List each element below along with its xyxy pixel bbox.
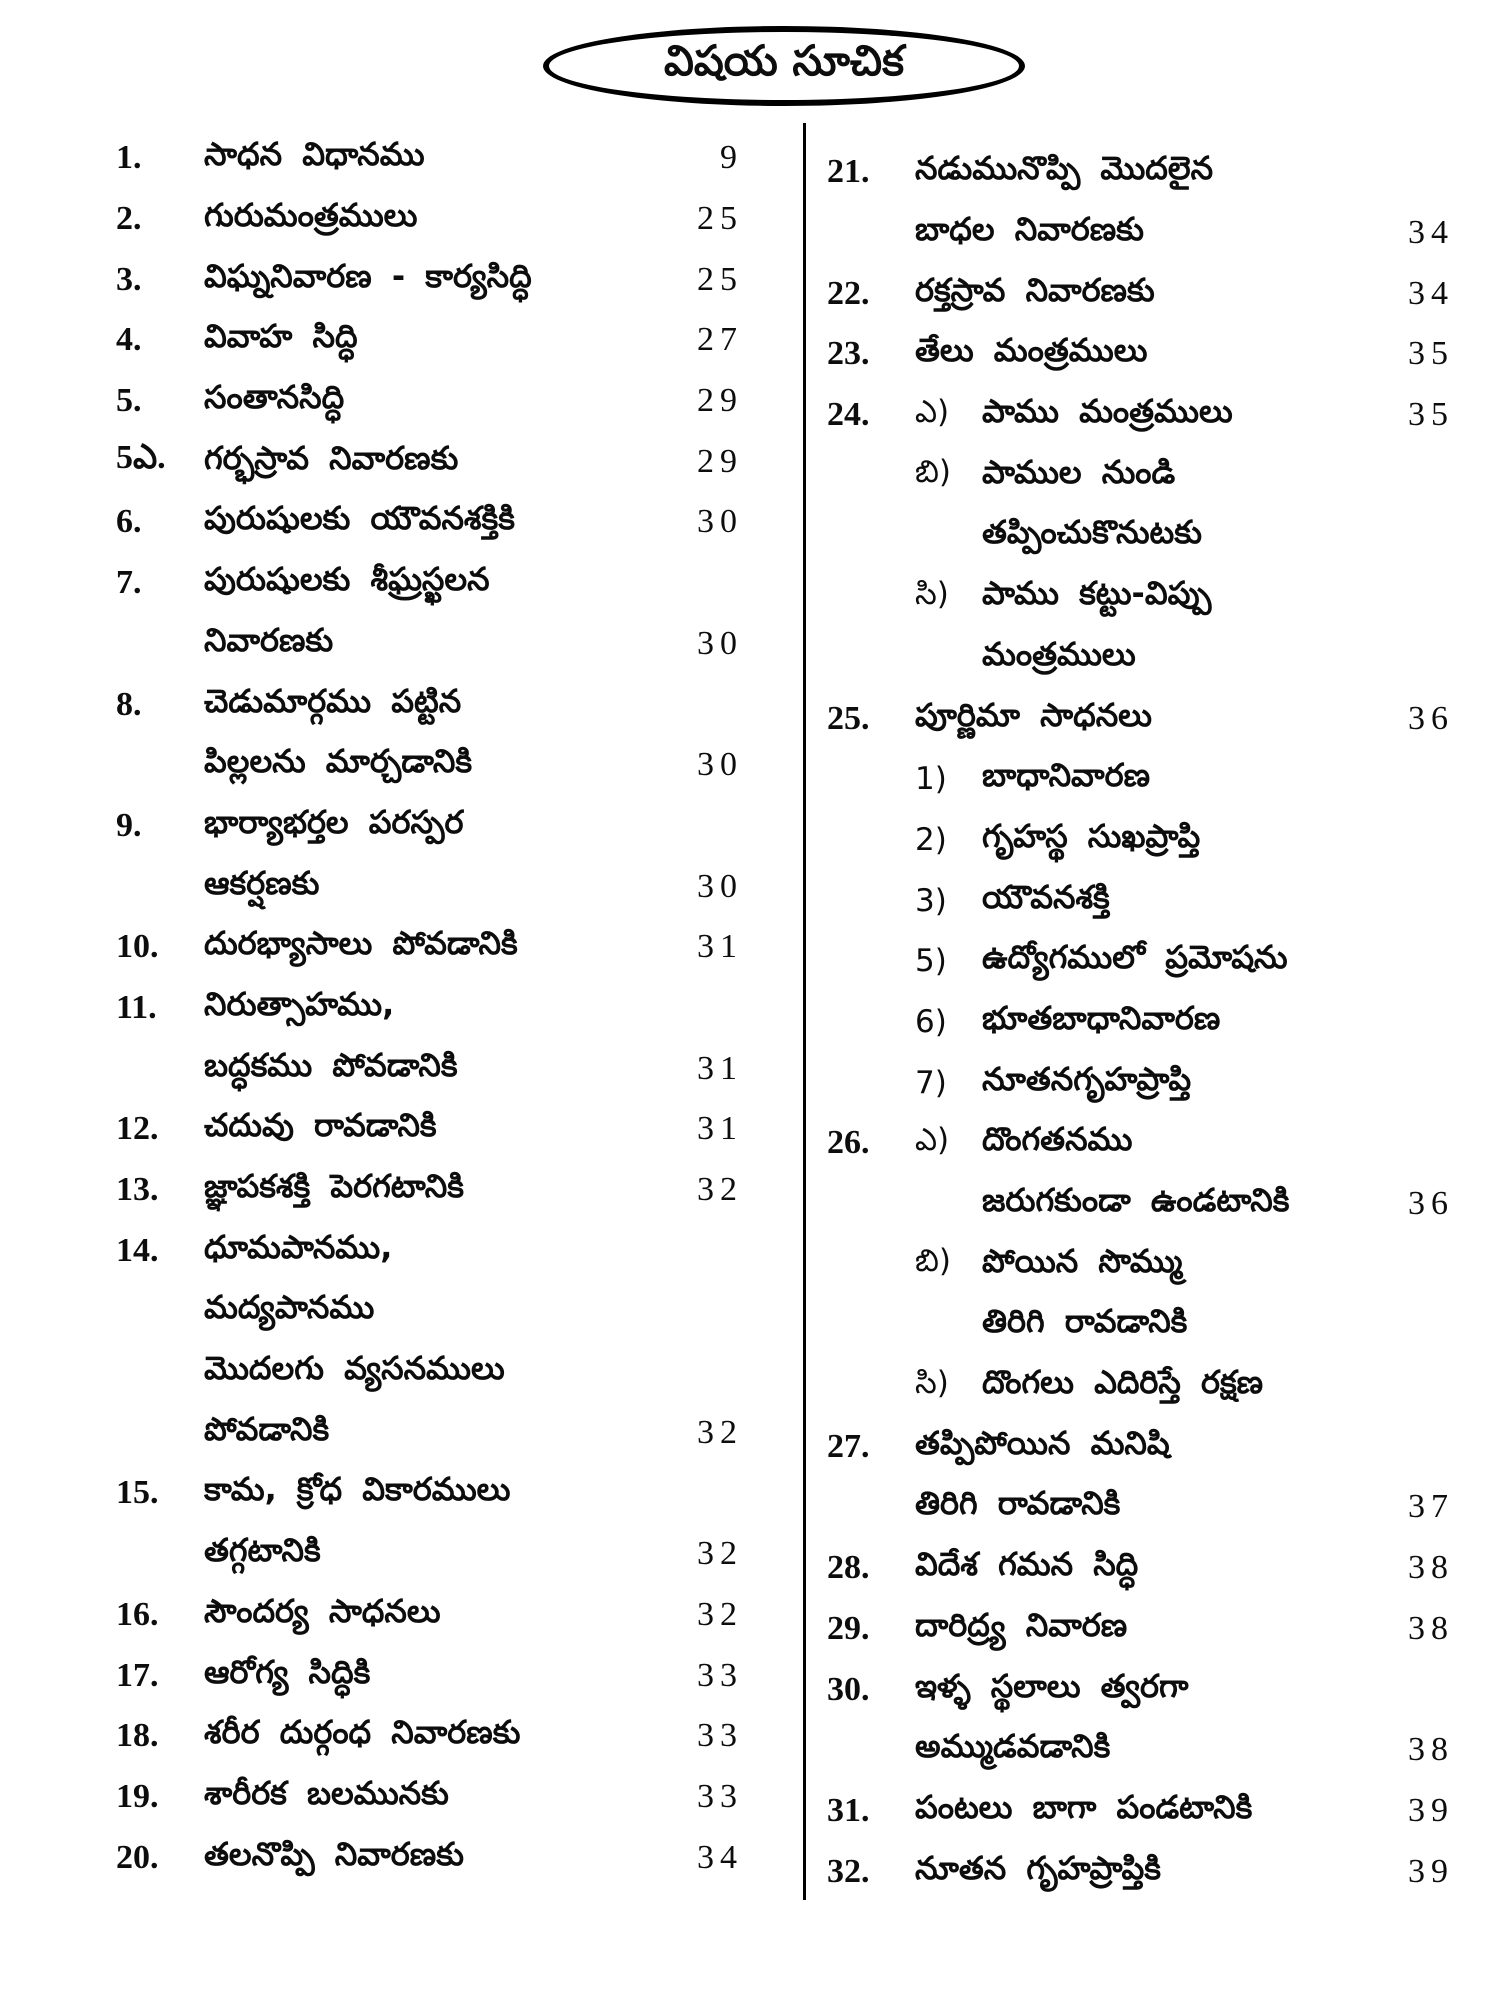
toc-page-number: 32: [697, 1171, 743, 1209]
toc-sub-text: ఉద్యోగములో ప్రమోషను: [982, 938, 1288, 977]
toc-entry-text: విదేశ గమన సిద్ధి: [915, 1545, 1139, 1584]
toc-row: [116, 1645, 743, 1706]
toc-row: [827, 1720, 1454, 1781]
toc-entry-number: 30.: [827, 1670, 870, 1708]
toc-entry-number: 21.: [827, 153, 870, 191]
toc-entry-text: పూర్ణిమా సాధనలు: [915, 695, 1152, 734]
toc-row: [116, 1402, 743, 1463]
toc-sub-text: తప్పించుకొనుటకు: [982, 513, 1203, 552]
toc-entry-text: అమ్ముడవడానికి: [915, 1727, 1111, 1766]
toc-row: [116, 614, 743, 675]
toc-row: [116, 1220, 737, 1281]
toc-entry-text: గురుమంత్రములు: [204, 196, 418, 235]
toc-entry-text: బద్ధకము పోవడానికి: [204, 1045, 458, 1084]
toc-row: [827, 1234, 1448, 1295]
toc-row: [116, 128, 743, 189]
toc-entry-number: 4.: [116, 321, 142, 359]
toc-entry-number: 19.: [116, 1777, 159, 1815]
toc-entry-number: 3.: [116, 260, 142, 298]
toc-sub-text: నూతనగృహప్రాప్తి: [982, 1059, 1192, 1098]
toc-entry: [116, 796, 743, 917]
toc-entry: [827, 142, 1454, 263]
toc-entry-text: పంటలు బాగా పండటానికి: [915, 1787, 1253, 1826]
toc-row: [827, 931, 1448, 992]
toc-entry-number: 26.: [827, 1124, 870, 1162]
toc-entry-text: మొదలగు వ్యసనములు: [204, 1349, 505, 1388]
toc-row: [827, 1659, 1448, 1720]
toc-sub-text: దొంగతనము: [982, 1120, 1133, 1159]
toc-page-number: 36: [1408, 1185, 1454, 1223]
toc-sub-label: 7): [915, 1064, 947, 1101]
toc-entry: [116, 1645, 743, 1706]
toc-entry-number: 9.: [116, 806, 142, 844]
toc-entry-number: 17.: [116, 1656, 159, 1694]
toc-entry-text: జ్ఞాపకశక్తి పెరగటానికి: [204, 1167, 464, 1206]
toc-page-number: 30: [697, 746, 743, 784]
toc-entry-number: 5.: [116, 382, 142, 420]
toc-entry: [116, 189, 743, 250]
toc-page-number: 32: [697, 1413, 743, 1451]
toc-sub-text: గృహస్థ సుఖప్రాప్తి: [982, 816, 1201, 855]
toc-entry: [116, 1160, 743, 1221]
toc-sub-label: 5): [915, 943, 947, 980]
toc-entry-text: ధూమపానము,: [204, 1227, 393, 1266]
toc-entry-text: ఇళ్ళ స్థలాలు త్వరగా: [915, 1666, 1189, 1705]
toc-entry-number: 14.: [116, 1231, 159, 1269]
toc-entry-text: తేలు మంత్రములు: [915, 331, 1148, 370]
toc-page-number: 38: [1408, 1609, 1454, 1647]
toc-entry-text: నూతన గృహప్రాప్తికి: [915, 1848, 1161, 1887]
toc-entry-number: 6.: [116, 503, 142, 541]
toc-entry-number: 11.: [116, 988, 157, 1026]
toc-entry: [116, 431, 743, 492]
toc-entry-text: చదువు రావడానికి: [204, 1106, 437, 1145]
toc-row: [116, 1038, 743, 1099]
toc-entry: [116, 1767, 743, 1828]
toc-entry-text: చెడుమార్గము పట్టిన: [204, 681, 462, 720]
toc-page-number: 32: [697, 1535, 743, 1573]
toc-row: [827, 1599, 1454, 1660]
toc-entry-number: 8.: [116, 685, 142, 723]
toc-page-number: 33: [697, 1717, 743, 1755]
toc-entry-number: 20.: [116, 1838, 159, 1876]
toc-sub-text: భూతబాధానివారణ: [982, 998, 1221, 1037]
toc-entry-text: గర్భస్రావ నివారణకు: [204, 438, 459, 477]
toc-sub-label: 2): [915, 821, 947, 858]
toc-entry-number: 13.: [116, 1171, 159, 1209]
toc-entry-text: సాధన విధానము: [204, 135, 425, 174]
toc-entry: [116, 917, 743, 978]
toc-row: [827, 203, 1454, 264]
toc-entry-text: ఆకర్షణకు: [204, 863, 320, 902]
toc-row: [116, 1463, 737, 1524]
toc-page-number: 27: [697, 321, 743, 359]
toc-row: [116, 431, 743, 492]
toc-row: [116, 856, 743, 917]
toc-entry-text: సౌందర్య సాధనలు: [204, 1591, 441, 1630]
toc-row: [116, 796, 737, 857]
toc-page-number: 37: [1408, 1488, 1454, 1526]
toc-page-number: 36: [1408, 699, 1454, 737]
toc-page-number: 38: [1408, 1549, 1454, 1587]
toc-sub-text: దొంగలు ఎదిరిస్తే రక్షణ: [982, 1363, 1264, 1402]
toc-row: [827, 324, 1454, 385]
toc-left-column: [116, 128, 743, 1888]
toc-sub-text: పాము మంత్రములు: [982, 392, 1233, 431]
toc-row: [827, 1416, 1448, 1477]
title-oval: [543, 26, 1025, 106]
toc-row: [827, 1356, 1448, 1417]
toc-page-number: 33: [697, 1656, 743, 1694]
toc-entry: [116, 1220, 743, 1463]
toc-entry-number: 15.: [116, 1474, 159, 1512]
toc-row: [827, 1538, 1454, 1599]
toc-row: [116, 735, 743, 796]
toc-row: [827, 992, 1448, 1053]
toc-entry-text: పురుషులకు యౌవనశక్తికి: [204, 499, 515, 538]
column-divider: [803, 123, 806, 1900]
toc-sub-text: పోయిన సొమ్ము: [982, 1241, 1183, 1280]
toc-entry-number: 10.: [116, 928, 159, 966]
toc-entry-number: 7.: [116, 564, 142, 602]
toc-entry-number: 2.: [116, 200, 142, 238]
toc-entry-number: 16.: [116, 1595, 159, 1633]
toc-row: [116, 1827, 743, 1888]
toc-sub-label: సి): [915, 1364, 949, 1401]
toc-page-number: 30: [697, 503, 743, 541]
toc-row: [116, 310, 743, 371]
toc-entry: [827, 1781, 1454, 1842]
toc-right-column: [827, 142, 1454, 1902]
toc-row: [116, 1281, 737, 1342]
toc-entry-number: 29.: [827, 1609, 870, 1647]
toc-entry: [116, 553, 743, 674]
toc-entry: [116, 128, 743, 189]
toc-row: [116, 371, 743, 432]
toc-row: [827, 385, 1454, 446]
toc-entry: [827, 1416, 1454, 1537]
toc-entry-text: దురభ్యాసాలు పోవడానికి: [204, 924, 518, 963]
toc-entry: [116, 1585, 743, 1646]
toc-entry-text: తగ్గటానికి: [204, 1531, 321, 1570]
toc-page-number: 35: [1408, 396, 1454, 434]
toc-row: [116, 674, 737, 735]
toc-sub-text: యౌవనశక్తి: [982, 877, 1110, 916]
toc-row: [827, 1174, 1454, 1235]
toc-page-number: 25: [697, 260, 743, 298]
toc-row: [116, 978, 737, 1039]
toc-entry-text: భార్యాభర్తల పరస్పర: [204, 802, 464, 841]
toc-entry-text: తిరిగి రావడానికి: [915, 1484, 1121, 1523]
toc-sub-text: బాధానివారణ: [982, 756, 1151, 795]
toc-entry-text: తప్పిపోయిన మనిషి: [915, 1423, 1170, 1462]
toc-page-number: 30: [697, 624, 743, 662]
toc-row: [827, 1052, 1448, 1113]
toc-entry: [116, 371, 743, 432]
toc-row: [827, 506, 1448, 567]
toc-entry: [116, 310, 743, 371]
toc-row: [116, 1160, 743, 1221]
toc-entry: [827, 324, 1454, 385]
toc-entry: [116, 1827, 743, 1888]
toc-row: [827, 810, 1448, 871]
toc-entry-text: శరీర దుర్గంధ నివారణకు: [204, 1713, 521, 1752]
toc-entry: [827, 385, 1454, 688]
toc-row: [116, 1706, 743, 1767]
toc-page-number: 9: [720, 139, 743, 177]
toc-page-number: 34: [1408, 274, 1454, 312]
toc-row: [827, 628, 1448, 689]
toc-entry-text: కామ, క్రోధ వికారములు: [204, 1470, 511, 1509]
toc-entry-text: ఆరోగ్య సిద్ధికి: [204, 1652, 371, 1691]
toc-page-number: 32: [697, 1595, 743, 1633]
toc-sub-label: బి): [915, 1243, 951, 1280]
toc-row: [116, 1342, 737, 1403]
toc-page-number: 29: [697, 382, 743, 420]
toc-entry-number: 27.: [827, 1427, 870, 1465]
toc-entry-text: నడుమునొప్పి మొదలైన: [915, 149, 1214, 188]
toc-entry-text: పోవడానికి: [204, 1409, 330, 1448]
toc-entry: [827, 263, 1454, 324]
toc-row: [827, 1477, 1454, 1538]
toc-row: [827, 688, 1454, 749]
page-title: విషయ సూచిక: [663, 36, 905, 85]
toc-entry-number: 1.: [116, 139, 142, 177]
toc-entry: [116, 1099, 743, 1160]
toc-entry: [827, 1599, 1454, 1660]
toc-page-number: 31: [697, 1110, 743, 1148]
toc-sub-label: 3): [915, 882, 947, 919]
toc-entry-number: 25.: [827, 699, 870, 737]
toc-entry: [116, 978, 743, 1099]
toc-row: [116, 249, 743, 310]
toc-entry-text: సంతానసిద్ధి: [204, 378, 345, 417]
toc-entry-text: పురుషులకు శీఘ్రస్ఖలన: [204, 560, 490, 599]
toc-entry-text: విఘ్ననివారణ - కార్యసిద్ధి: [204, 256, 532, 295]
toc-entry-text: రక్తస్రావ నివారణకు: [915, 270, 1155, 309]
toc-row: [116, 492, 743, 553]
toc-entry: [116, 492, 743, 553]
toc-entry-text: మద్యపానము: [204, 1288, 375, 1327]
toc-sub-label: ఎ): [915, 1121, 950, 1158]
toc-entry-number: 12.: [116, 1110, 159, 1148]
toc-sub-text: పాముల నుండి: [982, 452, 1176, 491]
toc-entry-text: వివాహ సిద్ధి: [204, 317, 358, 356]
toc-row: [827, 1113, 1448, 1174]
toc-row: [116, 1099, 743, 1160]
toc-entry: [827, 1113, 1454, 1416]
toc-entry-number: 5ఎ.: [116, 438, 166, 476]
toc-page-number: 34: [1408, 214, 1454, 252]
toc-page-number: 34: [697, 1838, 743, 1876]
toc-entry: [827, 1841, 1454, 1902]
toc-row: [827, 1841, 1454, 1902]
toc-entry-number: 28.: [827, 1549, 870, 1587]
toc-entry: [116, 674, 743, 795]
toc-row: [827, 749, 1448, 810]
toc-row: [827, 870, 1448, 931]
toc-row: [827, 1781, 1454, 1842]
toc-row: [827, 445, 1448, 506]
toc-row: [116, 189, 743, 250]
toc-entry-text: తలనొప్పి నివారణకు: [204, 1834, 464, 1873]
toc-row: [116, 1524, 743, 1585]
toc-row: [116, 553, 737, 614]
toc-entry: [116, 1463, 743, 1584]
toc-entry-text: శారీరక బలమునకు: [204, 1773, 449, 1812]
toc-entry-text: నివారణకు: [204, 620, 334, 659]
toc-sub-label: 1): [915, 761, 947, 798]
toc-page-number: 30: [697, 867, 743, 905]
toc-sub-text: జరుగకుండా ఉండటానికి: [982, 1181, 1290, 1220]
toc-page-number: 25: [697, 200, 743, 238]
toc-row: [116, 917, 743, 978]
toc-page-number: 33: [697, 1777, 743, 1815]
toc-row: [116, 1585, 743, 1646]
toc-entry-number: 31.: [827, 1791, 870, 1829]
toc-row: [827, 263, 1454, 324]
toc-entry: [116, 249, 743, 310]
toc-entry-text: నిరుత్సాహము,: [204, 984, 395, 1023]
toc-row: [827, 1295, 1448, 1356]
toc-row: [827, 142, 1448, 203]
toc-sub-label: సి): [915, 575, 949, 612]
toc-entry-text: బాధల నివారణకు: [915, 210, 1144, 249]
toc-sub-label: ఎ): [915, 393, 950, 430]
toc-entry: [827, 1659, 1454, 1780]
toc-row: [116, 1767, 743, 1828]
toc-entry-number: 23.: [827, 335, 870, 373]
toc-page-number: 39: [1408, 1852, 1454, 1890]
toc-entry-number: 18.: [116, 1717, 159, 1755]
toc-entry-number: 22.: [827, 274, 870, 312]
toc-page-number: 29: [697, 442, 743, 480]
toc-page-number: 31: [697, 928, 743, 966]
toc-entry-number: 32.: [827, 1852, 870, 1890]
toc-entry-text: పిల్లలను మార్చడానికి: [204, 742, 473, 781]
toc-sub-text: మంత్రములు: [982, 634, 1136, 673]
toc-sub-label: 6): [915, 1003, 947, 1040]
toc-page-number: 31: [697, 1049, 743, 1087]
toc-page-number: 35: [1408, 335, 1454, 373]
toc-entry: [827, 688, 1454, 1113]
toc-sub-text: తిరిగి రావడానికి: [982, 1302, 1188, 1341]
toc-sub-text: పాము కట్టు-విప్పు: [982, 574, 1212, 613]
toc-entry: [827, 1538, 1454, 1599]
toc-entry: [116, 1706, 743, 1767]
toc-entry-number: 24.: [827, 396, 870, 434]
toc-entry-text: దారిద్ర్య నివారణ: [915, 1605, 1128, 1644]
toc-sub-label: బి): [915, 454, 951, 491]
toc-page-number: 39: [1408, 1791, 1454, 1829]
toc-page-number: 38: [1408, 1731, 1454, 1769]
toc-row: [827, 567, 1448, 628]
